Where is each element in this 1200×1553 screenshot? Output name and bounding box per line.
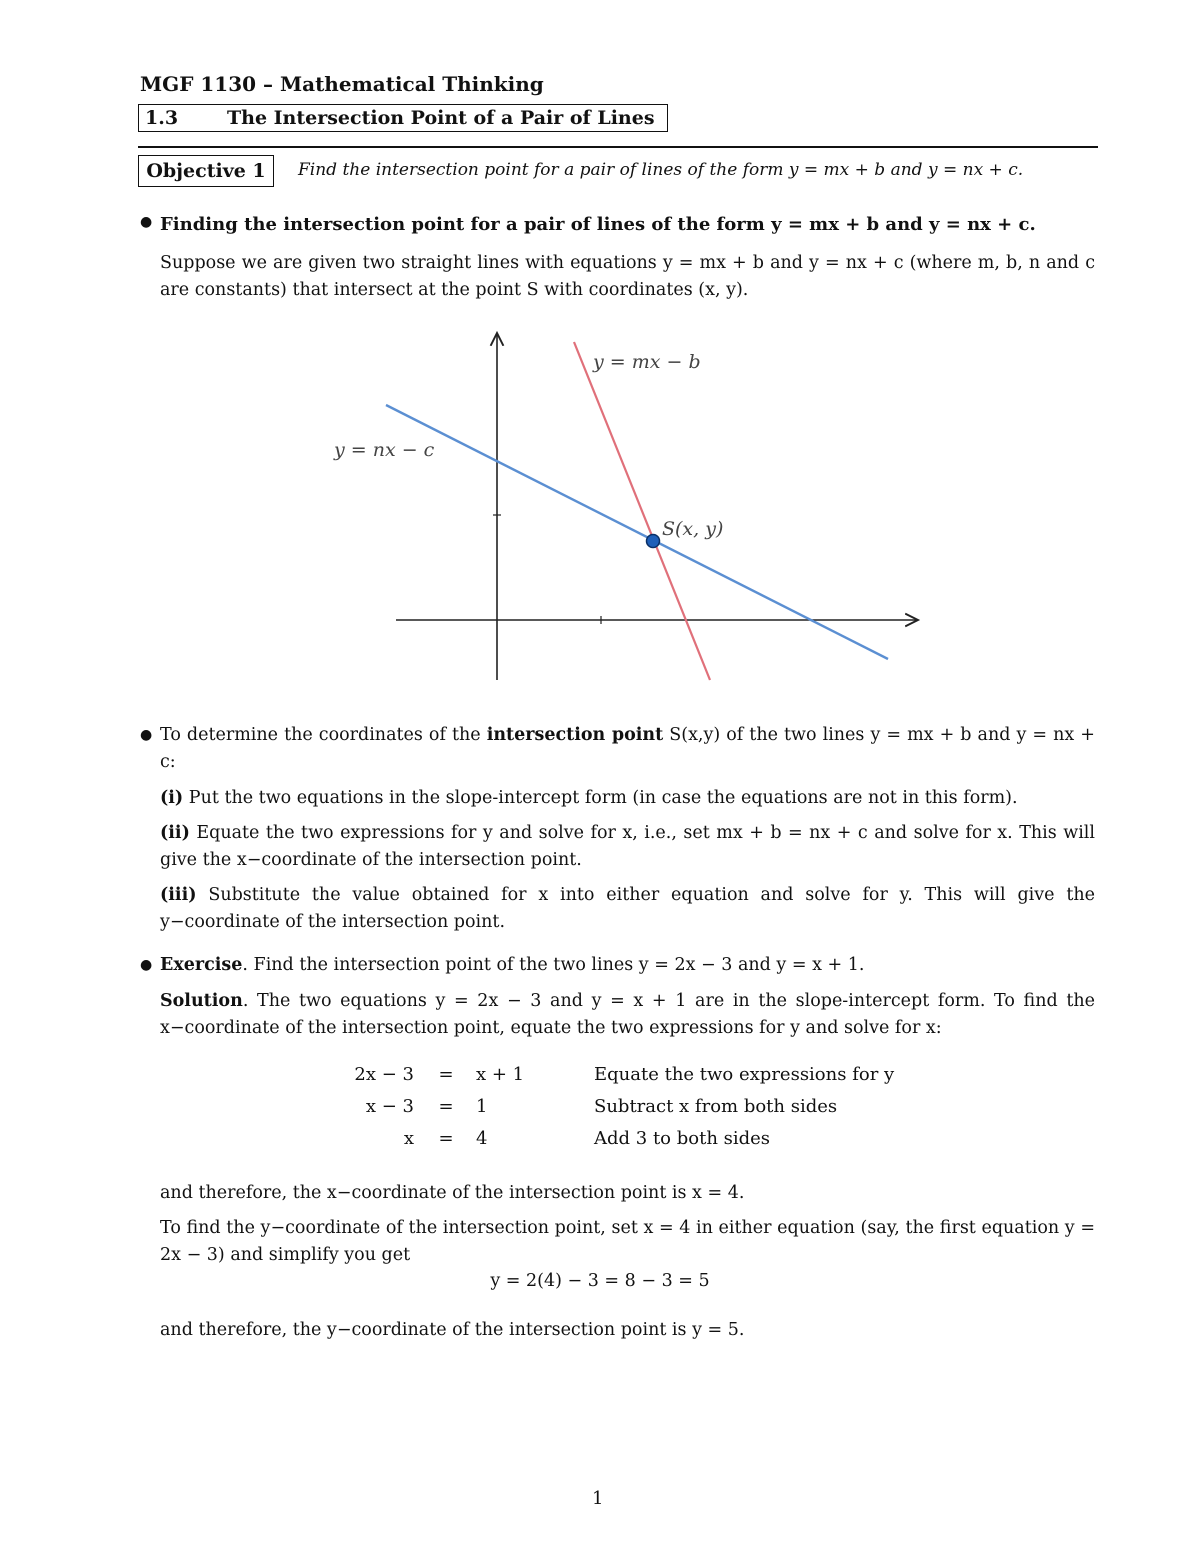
objective-label: Objective 1 [138,155,274,187]
equation-sign: = [438,1128,454,1149]
label-steep-line: y = mx − b [593,351,701,373]
equation-row [340,1092,940,1122]
page-number: 1 [592,1488,604,1509]
label-point: S(x, y) [662,518,724,540]
step-3 [160,882,1095,936]
equation-row [340,1060,940,1090]
step-2 [160,820,1095,874]
section-heading-box [138,104,668,132]
equation-row [340,1124,940,1154]
equation-rhs: 1 [476,1096,488,1117]
step-1-label: (i) [160,788,184,808]
equation-note: Subtract x from both sides [594,1096,838,1117]
bullet2-intro-a: To determine the coordinates of the [160,725,481,745]
equation-sign: = [438,1096,454,1117]
step-3-text: Substitute the value obtained for x into either equation and solve for y. This will give the y−coordinate of the intersection point. [160,885,1095,932]
equation-lhs: 2x − 3 [354,1064,414,1085]
equation-sign: = [438,1064,454,1085]
objective-text: Find the intersection point for a pair of lines of the form y = mx + b and y = nx + c. [298,160,1024,180]
line-shallow [386,405,888,659]
equation-lhs: x [403,1128,414,1149]
intersection-figure [320,325,940,690]
bullet-icon: ● [140,727,153,743]
y-calculation: y = 2(4) − 3 = 8 − 3 = 5 [490,1271,710,1291]
label-shallow-line: y = nx − c [334,439,435,461]
bullet2-intro-bold: intersection point [486,725,664,745]
conclusion-y: and therefore, the y−coordinate of the intersection point is y = 5. [160,1320,745,1340]
step-1 [160,785,1095,812]
find-y-paragraph: To find the y−coordinate of the intersection point, set x = 4 in either equation (say, the first equation y = 2x − 3) and simplify you get [160,1218,1095,1265]
intersection-point [647,535,660,548]
bullet-icon: ● [140,957,153,973]
equation-rhs: 4 [476,1128,488,1149]
solution-label: Solution [160,991,243,1011]
step-2-label: (ii) [160,823,190,843]
step-1-text: Put the two equations in the slope-intercept form (in case the equations are not in this form). [188,788,1018,808]
bullet2-intro-b: S(x,y) of the two lines y = mx + b and y = nx + c: [160,725,1095,772]
bullet1-paragraph: Suppose we are given two straight lines with equations y = mx + b and y = nx + c (where m, b, n and c are constants) that intersect at the point S with coordinates (x, y). [160,253,1095,300]
equation-note: Add 3 to both sides [594,1128,771,1149]
conclusion-x: and therefore, the x−coordinate of the intersection point is x = 4. [160,1183,745,1203]
step-3-label: (iii) [160,885,197,905]
bullet-finding-intersection [140,214,1100,235]
exercise-text: . Find the intersection point of the two lines y = 2x − 3 and y = x + 1. [242,955,865,975]
solution-paragraph [160,988,1095,1042]
bullet-determine-coordinates [140,722,1095,776]
bullet1-heading: Finding the intersection point for a pair of lines of the form y = mx + b and y = nx + c. [160,214,1036,235]
horizontal-rule [138,146,1098,148]
solution-text: . The two equations y = 2x − 3 and y = x + 1 are in the slope-intercept form. To find the x−coordinate of the intersection point, equate the two expressions for y and solve for x: [160,991,1095,1038]
bullet-icon: ● [140,214,153,230]
equation-lhs: x − 3 [365,1096,414,1117]
exercise-statement [140,952,1095,979]
step-2-text: Equate the two expressions for y and solve for x, i.e., set mx + b = nx + c and solve for x. This will give the x−coordinate of the intersection point. [160,823,1095,870]
course-title: MGF 1130 – Mathematical Thinking [140,72,544,96]
section-number: 1.3 [145,107,179,129]
equation-note: Equate the two expressions for y [594,1064,895,1085]
exercise-label: Exercise [160,955,243,975]
section-title: The Intersection Point of a Pair of Lines [227,107,655,129]
equation-rhs: x + 1 [476,1064,525,1085]
